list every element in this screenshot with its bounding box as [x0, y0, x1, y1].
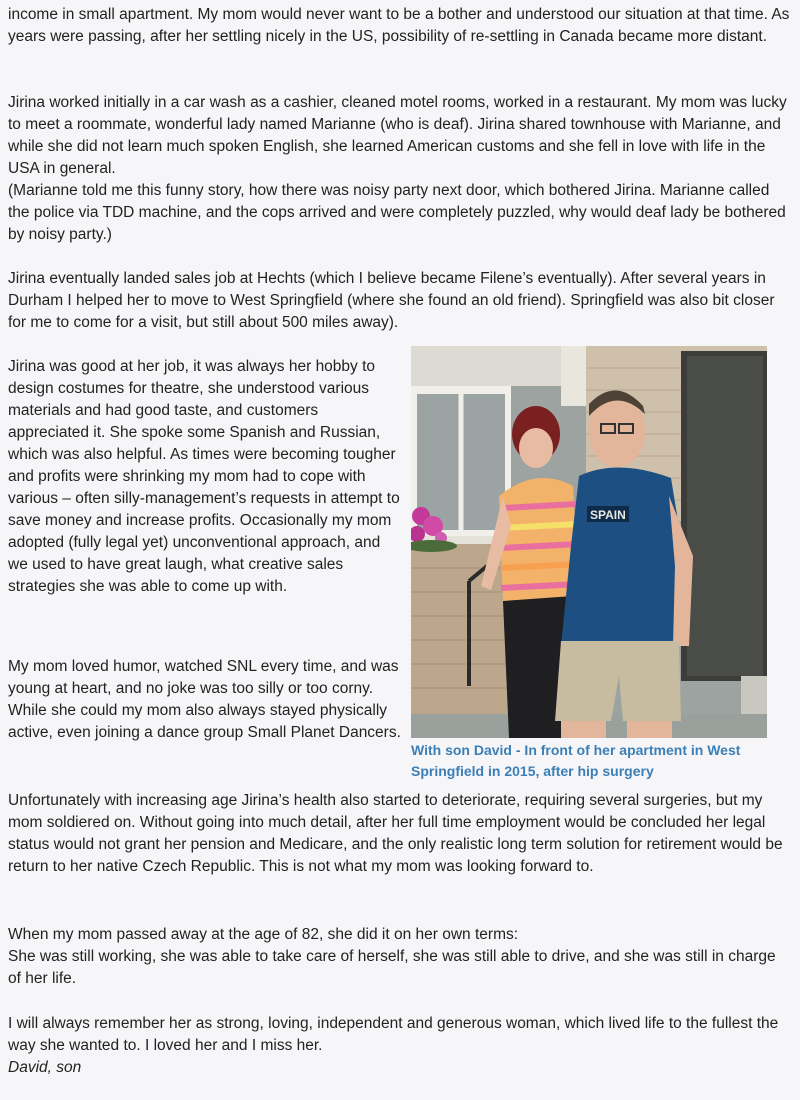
paragraph-marianne-story: (Marianne told me this funny story, how there was noisy party next door, which bothered Jirina. Marianne called the police via TDD machine, and the cops arrived and were completely puzzled, why would deaf lady be bothered by noisy party.): [8, 182, 786, 243]
paragraph-own-terms: She was still working, she was able to take care of herself, she was still able to drive, and she was still in charge of her life.: [8, 948, 776, 987]
paragraph-remember: I will always remember her as strong, loving, independent and generous woman, which lived life to the fullest the way she wanted to. I loved her and I miss her.: [8, 1015, 779, 1054]
signature: David, son: [8, 1059, 82, 1076]
paragraph-job: Jirina was good at her job, it was always her hobby to design costumes for theatre, she understood various materials and had good taste, and customers appreciated it. She spoke some Spanish and Russian, which was also helpful. As times were becoming tougher and profits were shrinking my mom had to cope with various – often silly-management’s requests in attempt to save money and increase profits. Occasionally my mom adopted (fully legal yet) unconventional approach, and we used to have great laugh, what creative sales strategies she was able to come up with.: [8, 358, 400, 595]
family-photo: [411, 346, 767, 738]
shirt-text: SPAIN: [590, 508, 626, 522]
paragraph-passing: When my mom passed away at the age of 82, she did it on her own terms:: [8, 926, 519, 943]
photo-caption: With son David - In front of her apartment in West Springfield in 2015, after hip surgery: [411, 742, 741, 779]
paragraph-humor: My mom loved humor, watched SNL every time, and was young at heart, and no joke was too silly or too corny. While she could my mom also always stayed physically active, even joining a dance group Small Planet Dancers.: [8, 658, 401, 741]
paragraph-hechts: Jirina eventually landed sales job at Hechts (which I believe became Filene’s eventually). After several years in Durham I helped her to move to West Springfield (where she found an old friend). Springfield was also bit closer for me to come for a visit, but still about 500 miles away).: [8, 270, 775, 331]
paragraph-health: Unfortunately with increasing age Jirina’s health also started to deteriorate, requiring several surgeries, but my mom soldiered on. Without going into much detail, after her full time employment would be concluded her legal status would not grant her pension and Medicare, and the only realistic long term solution for retirement would be return to her native Czech Republic. This is not what my mom was looking forward to.: [8, 792, 783, 875]
paragraph-early-jobs: Jirina worked initially in a car wash as a cashier, cleaned motel rooms, worked in a restaurant. My mom was lucky to meet a roommate, wonderful lady named Marianne (who is deaf). Jirina shared townhouse with Marianne, and while she did not learn much spoken English, she learned American customs and she fell in love with life in the USA in general.: [8, 94, 787, 177]
paragraph-settling: income in small apartment. My mom would never want to be a bother and understood our situation at that time. As years were passing, after her settling nicely in the US, possibility of re-settling in Canada became more distant.: [8, 6, 790, 45]
